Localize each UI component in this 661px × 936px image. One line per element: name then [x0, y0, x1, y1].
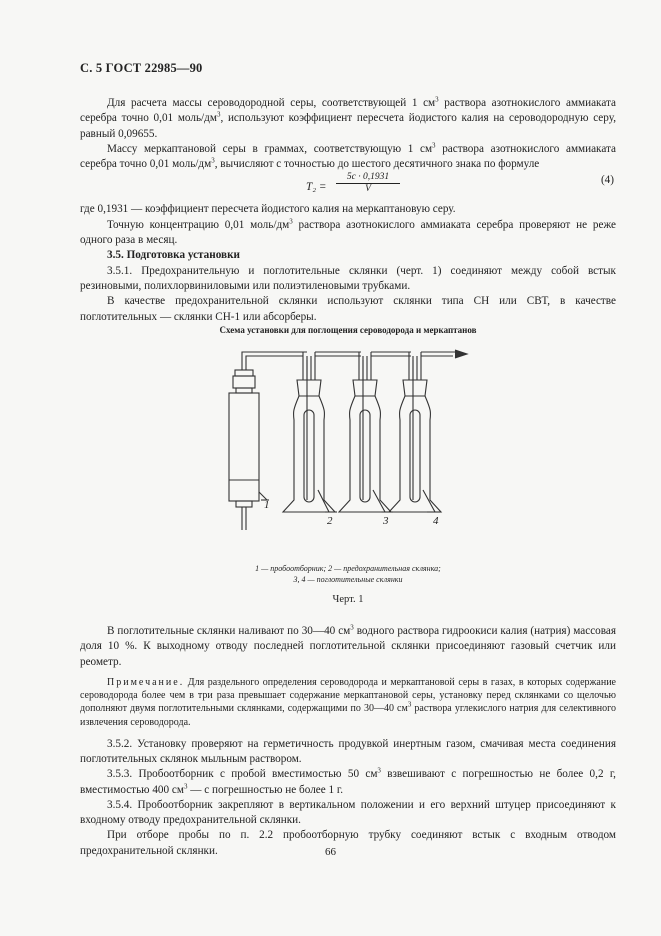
paragraph-3-5-4: 3.5.4. Пробоотборник закрепляют в вертикальном положении и его верхний штуцер присоединяют к входному отводу предохранительной склянки.: [80, 798, 616, 827]
paragraph-koh-solution: В поглотительные склянки наливают по 30—40 $см^3$ водного раствора гидроокиси калия (натрия) массовая доля 10 %. К выходному отводу последней поглотительной склянки присоединяют газовый счетчик или реометр.: [80, 623, 616, 668]
text-block-bottom: [80, 624, 616, 859]
paragraph-3-5-1: 3.5.1. Предохранительную и поглотительные склянки (черт. 1) соединяют между собой встык резиновыми, полихлорвиниловыми или полиэтиленовыми трубками.: [80, 264, 616, 292]
paragraph-hydrogen-sulfide-mass: Для расчета массы сероводородной серы, соответствующей 1 $см^3$ раствора азотнокислого аммиаката серебра точно 0,01 моль/$дм^3$, используют коэффициент пересчета йодистого калия на сероводородную серу, равный 0,09655.: [80, 95, 616, 140]
label-2: 2: [327, 515, 333, 527]
page-number: 66: [325, 846, 336, 858]
safety-flask-2: [283, 352, 335, 512]
connecting-tube: [242, 352, 307, 370]
label-4: 4: [433, 515, 439, 527]
paragraph-sampling: При отборе пробы по п. 2.2 пробоотборную трубку соединяют встык с входным отводом предохранительной склянки.: [80, 829, 616, 857]
paragraph-3-5-3: 3.5.3. Пробоотборник с пробой вместимостью 50 $см^3$ взвешивают с погрешностью не более 0,2 г, вместимостью 400 $см^3$ — с погрешностью не более 1 г.: [80, 766, 616, 796]
note-label: Примечание.: [107, 676, 185, 688]
caption-line-2: 3, 4 — поглотительные склянки: [293, 575, 403, 584]
label-1: 1: [264, 499, 270, 511]
figure-label: Черт. 1: [332, 594, 364, 605]
formula-lhs: T₂ =: [306, 181, 327, 194]
formula-denominator: V: [365, 184, 371, 195]
paragraph-coefficient: где 0,1931 — коэффициент пересчета йодистого калия на меркаптановую серу.: [80, 203, 456, 216]
text-block-top: [80, 96, 616, 325]
note: Примечание. Для раздельного определения сероводорода и меркаптановой серы в газах, в которых содержание сероводорода более чем в три раза превышает содержание меркаптановой серы, установку перед склянками со щелочью дополняют двумя поглотительными склянками, содержащими по 30—40 $см^3$ раствора углекислого натрия для селективного извлечения сероводорода.: [80, 676, 617, 728]
formula-numerator: 5c · 0,1931: [336, 172, 400, 184]
section-heading: 3.5. Подготовка установки: [107, 249, 240, 262]
paragraph-3-5-2: 3.5.2. Установку проверяют на герметичность продувкой инертным газом, смачивая места соединения поглотительных склянок мыльным раствором.: [80, 737, 616, 765]
figure-caption: [80, 563, 616, 585]
absorber-flask-3: [339, 352, 391, 512]
formula-fraction: [336, 172, 400, 195]
outlet-arrow-icon: [455, 350, 467, 358]
apparatus-diagram: [205, 340, 475, 530]
paragraph-mercaptan-mass: Массу меркаптановой серы в граммах, соответствующую 1 $см^3$ раствора азотнокислого аммиаката серебра точно 0,01 моль/$дм^3$, вычисляют с точностью до шестого десятичного знака по формуле: [80, 141, 616, 171]
caption-line-1: 1 — пробоотборник; 2 — предохранительная склянка;: [255, 564, 441, 573]
figure-title: Схема установки для поглощения сероводорода и меркаптанов: [219, 325, 477, 335]
page-header: С. 5 ГОСТ 22985—90: [80, 61, 203, 75]
paragraph-concentration-check: Точную концентрацию 0,01 моль/$дм^3$ раствора азотнокислого аммиаката серебра проверяют не реже одного раза в месяц.: [80, 217, 616, 247]
paragraph-flask-types: В качестве предохранительной склянки используют склянки типа СН или СВТ, в качестве поглотительных — склянки СН-1 или абсорберы.: [80, 295, 616, 323]
formula-4: [80, 172, 616, 202]
formula-number: (4): [600, 174, 614, 187]
sampler-cylinder: [229, 393, 259, 501]
label-3: 3: [383, 515, 389, 527]
absorber-flask-4: [389, 352, 441, 512]
